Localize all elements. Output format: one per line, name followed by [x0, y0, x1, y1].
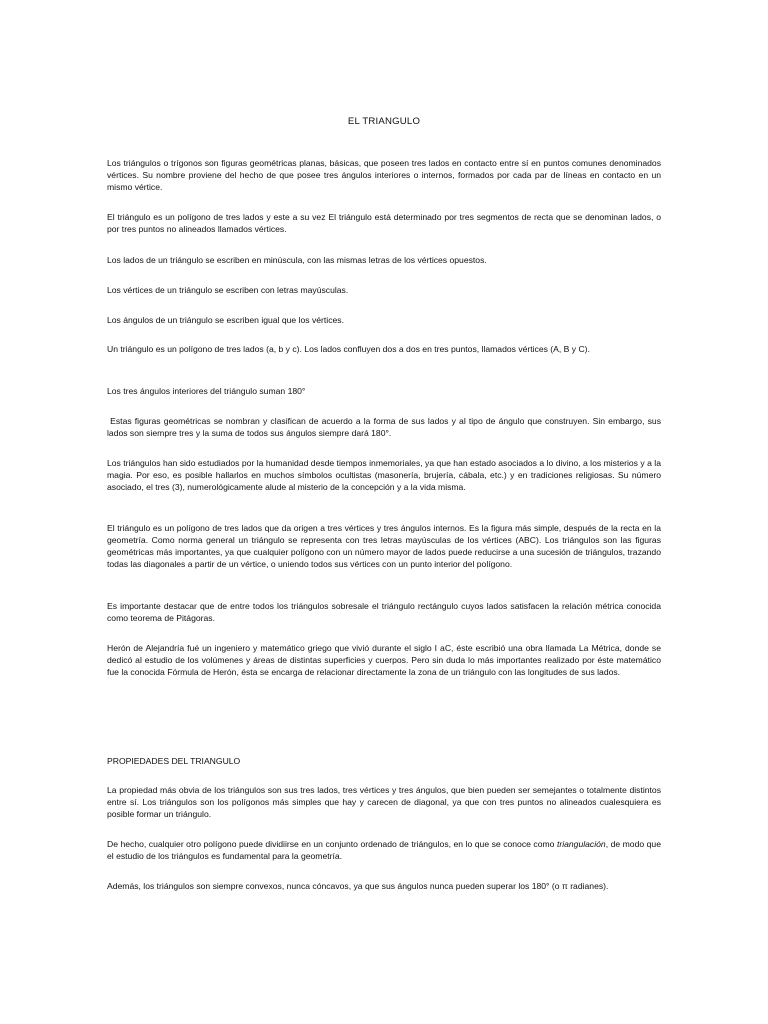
paragraph-4: Los vértices de un triángulo se escriben con letras mayúsculas.	[107, 285, 349, 295]
document-title: EL TRIANGULO	[347, 116, 421, 127]
paragraph-13: La propiedad más obvia de los triángulos son sus tres lados, tres vértices y tres ángulos, que bien pueden ser semejantes o totalmente distintos entre sí. Los triángulos son los polígonos más simples que hay y carecen de diagonal, ya que con tres puntos no alineados cualesquiera es posible formar un triángulo.	[107, 785, 661, 820]
paragraph-14-text-a: De hecho, cualquier otro polígono puede dividiirse en un conjunto ordenado de triángulos, en lo que se conoce como	[107, 839, 557, 849]
paragraph-12: Herón de Alejandría fué un ingeniero y matemático griego que vivió durante el siglo I aC, éste escribió una obra llamada La Métrica, donde se dedicó al estudio de los volúmenes y áreas de distintas superficies y cuerpos. Pero sin duda lo más importantes realizado por éste matemático fue la conocida Fórmula de Herón, ésta se encarga de relacionar directamente la zona de un triángulo con las longitudes de sus lados.	[107, 643, 661, 678]
section-heading: PROPIEDADES DEL TRIANGULO	[107, 756, 241, 766]
paragraph-10: El triángulo es un polígono de tres lados que da origen a tres vértices y tres ángulos internos. Es la figura más simple, después de la recta en la geometría. Como norma general un triángulo se representa con tres letras mayúsculas de los vértices (ABC). Los triángulos son las figuras geométricas más importantes, ya que cualquier polígono con un número mayor de lados puede reducirse a una sucesión de triángulos, trazando todas las diagonales a partir de un vértice, o uniendo todos sus vértices con un punto interior del polígono.	[107, 523, 661, 570]
paragraph-11: Es importante destacar que de entre todos los triángulos sobresale el triángulo rectángulo cuyos lados satisfacen la relación métrica conocida como teorema de Pitágoras.	[107, 601, 661, 624]
paragraph-5: Los ángulos de un triángulo se escriben igual que los vértices.	[107, 315, 344, 325]
paragraph-9: Los triángulos han sido estudiados por la humanidad desde tiempos inmemoriales, ya que han estado asociados a lo divino, a los misterios y a la magia. Por eso, es posible hallarlos en muchos símbolos ocultistas (masonería, brujería, cábala, etc.) y en tradiciones religiosas. Su número asociado, el tres (3), numerológicamente alude al misterio de la concepción y a la vida misma.	[107, 458, 661, 493]
paragraph-3: Los lados de un triángulo se escriben en minúscula, con las mismas letras de los vértices opuestos.	[107, 255, 487, 265]
paragraph-15: Además, los triángulos son siempre convexos, nunca cóncavos, ya que sus ángulos nunca pueden superar los 180° (o π radianes).	[107, 881, 609, 891]
paragraph-7: Los tres ángulos interiores del triángulo suman 180°	[107, 386, 306, 396]
paragraph-6: Un triángulo es un polígono de tres lados (a, b y c). Los lados confluyen dos a dos en tres puntos, llamados vértices (A, B y C).	[107, 344, 590, 354]
paragraph-14-emphasis: triangulación	[556, 839, 606, 849]
paragraph-8: Estas figuras geométricas se nombran y clasifican de acuerdo a la forma de sus lados y al tipo de ángulo que construyen. Sin embargo, sus lados son siempre tres y la suma de todos sus ángulos siempre dará 180°.	[107, 416, 664, 439]
paragraph-14	[107, 838, 661, 862]
paragraph-2: El triángulo es un polígono de tres lados y este a su vez El triángulo está determinado por tres segmentos de recta que se denominan lados, o por tres puntos no alineados llamados vértices.	[107, 212, 661, 235]
paragraph-1: Los triángulos o trígonos son figuras geométricas planas, básicas, que poseen tres lados en contacto entre sí en puntos comunes denominados vértices. Su nombre proviene del hecho de que posee tres ángulos interiores o internos, formados por cada par de líneas en contacto en un mismo vértice.	[107, 158, 661, 193]
paragraph-14-text-b: , de modo que el estudio de los triángulos es fundamental para la geometría.	[107, 839, 661, 862]
